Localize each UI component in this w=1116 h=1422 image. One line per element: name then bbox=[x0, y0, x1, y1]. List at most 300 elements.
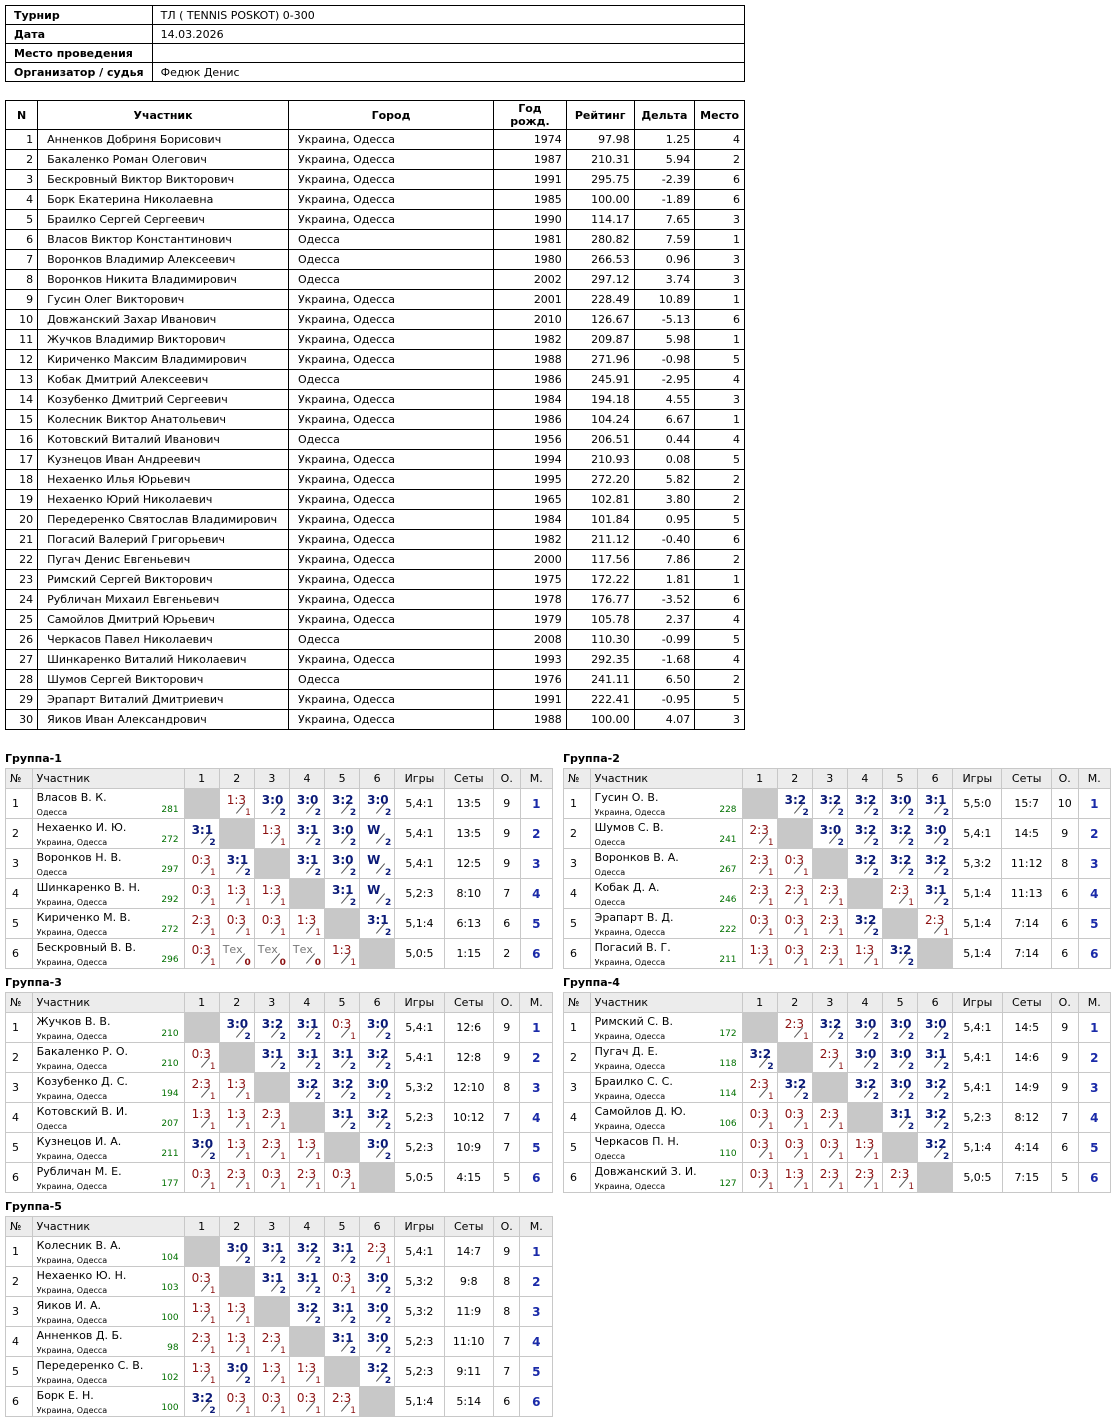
match-points: 1 bbox=[767, 898, 774, 908]
self-match-cell bbox=[325, 909, 360, 939]
match-score: 2:3 bbox=[191, 1331, 211, 1345]
player-place: 5 bbox=[695, 510, 745, 530]
match-score: 3:2 bbox=[889, 853, 912, 867]
player-name: Кириченко Максим Владимирович bbox=[38, 350, 289, 370]
participant-city: Украина, Одесса bbox=[36, 1092, 108, 1101]
group-row-number: 4 bbox=[6, 879, 33, 909]
group-header-cell: М. bbox=[520, 1217, 553, 1237]
match-points: 2 bbox=[767, 1062, 774, 1072]
match-score: 3:0 bbox=[367, 1331, 389, 1345]
group-participant bbox=[590, 819, 742, 849]
match-score-cell bbox=[812, 789, 847, 819]
match-score: 3:0 bbox=[367, 793, 389, 807]
match-score: Тех bbox=[257, 943, 278, 956]
match-score-cell bbox=[254, 1103, 289, 1133]
group-place: 4 bbox=[1078, 1103, 1110, 1133]
match-score: 0:3 bbox=[261, 1391, 282, 1405]
player-number: 9 bbox=[6, 290, 38, 310]
table-row bbox=[6, 690, 745, 710]
match-score-cell bbox=[184, 1133, 219, 1163]
player-city: Одесса bbox=[288, 430, 493, 450]
group-games: 5,0:5 bbox=[395, 939, 444, 969]
match-points: 2 bbox=[907, 958, 915, 968]
match-points: 2 bbox=[384, 1092, 392, 1102]
player-number: 23 bbox=[6, 570, 38, 590]
player-place: 3 bbox=[695, 710, 745, 730]
match-score-cell bbox=[324, 1103, 359, 1133]
player-delta: 3.74 bbox=[634, 270, 695, 290]
player-birth-year: 1995 bbox=[494, 470, 567, 490]
player-city: Украина, Одесса bbox=[288, 310, 493, 330]
player-delta: 5.94 bbox=[634, 150, 695, 170]
match-score-cell bbox=[812, 1133, 847, 1163]
participant-rating: 118 bbox=[719, 1059, 737, 1069]
info-value: ТЛ ( TENNIS POSKOT) 0-300 bbox=[152, 6, 744, 25]
match-score-cell bbox=[360, 1073, 395, 1103]
table-row bbox=[6, 130, 745, 150]
self-match-cell bbox=[918, 1163, 953, 1193]
table-row bbox=[6, 1043, 553, 1073]
match-score: 3:2 bbox=[889, 823, 912, 837]
group-table-body bbox=[564, 789, 1111, 969]
group-header-cell: 6 bbox=[918, 769, 953, 789]
group-sets: 4:14 bbox=[1002, 1133, 1051, 1163]
group-header-cell: Игры bbox=[953, 769, 1002, 789]
group-place: 4 bbox=[520, 879, 552, 909]
match-score-cell bbox=[219, 1073, 254, 1103]
players-header-row bbox=[6, 101, 745, 130]
match-score-cell bbox=[289, 1013, 324, 1043]
match-score-cell bbox=[883, 1103, 918, 1133]
info-label: Турнир bbox=[6, 6, 153, 25]
match-score-cell bbox=[847, 1133, 882, 1163]
match-score: 2:3 bbox=[819, 943, 840, 957]
match-score: 2:3 bbox=[261, 1107, 282, 1121]
group-place: 6 bbox=[1078, 1163, 1110, 1193]
participant-name: Нехаенко Ю. Н. bbox=[36, 1269, 127, 1282]
table-row bbox=[564, 1013, 1111, 1043]
group-sets: 7:14 bbox=[1002, 939, 1051, 969]
player-city: Украина, Одесса bbox=[288, 390, 493, 410]
match-score: 3:0 bbox=[367, 1271, 389, 1285]
player-birth-year: 1976 bbox=[494, 670, 567, 690]
match-points: 2 bbox=[907, 838, 915, 848]
player-rating: 102.81 bbox=[566, 490, 634, 510]
match-points: 1 bbox=[838, 898, 844, 908]
group-participant bbox=[32, 909, 184, 939]
match-score: 1:3 bbox=[226, 793, 246, 807]
info-value bbox=[152, 44, 744, 63]
match-score: 1:3 bbox=[332, 943, 352, 957]
match-score: 3:0 bbox=[226, 1241, 249, 1255]
match-score-cell bbox=[360, 1297, 395, 1327]
match-points: 2 bbox=[279, 1286, 286, 1296]
match-points: 1 bbox=[245, 1182, 251, 1192]
participant-name: Бескровный В. В. bbox=[36, 941, 136, 954]
match-score: 0:3 bbox=[191, 943, 211, 957]
player-place: 2 bbox=[695, 670, 745, 690]
player-city: Украина, Одесса bbox=[288, 510, 493, 530]
group-place: 2 bbox=[520, 1267, 553, 1297]
group-place: 2 bbox=[520, 1043, 553, 1073]
match-score-cell bbox=[847, 939, 882, 969]
group-participant bbox=[32, 1237, 184, 1267]
match-score: 1:3 bbox=[854, 1137, 875, 1151]
group-sets: 1:15 bbox=[444, 939, 493, 969]
match-score: 1:3 bbox=[261, 1361, 282, 1375]
player-number: 10 bbox=[6, 310, 38, 330]
match-score-cell bbox=[184, 1163, 219, 1193]
group-table-body bbox=[6, 789, 553, 969]
match-score-cell bbox=[289, 1073, 324, 1103]
player-city: Одесса bbox=[288, 630, 493, 650]
match-points: 2 bbox=[384, 808, 392, 818]
participant-city: Украина, Одесса bbox=[36, 1346, 108, 1355]
group-games: 5,1:4 bbox=[953, 879, 1002, 909]
match-points: 2 bbox=[872, 808, 879, 818]
participant-name: Рубличан М. Е. bbox=[36, 1165, 122, 1178]
match-score: 3:2 bbox=[889, 943, 912, 957]
match-score-cell bbox=[184, 849, 219, 879]
participant-city: Украина, Одесса bbox=[36, 1286, 108, 1295]
group-games: 5,0:5 bbox=[953, 1163, 1002, 1193]
group-points: 7 bbox=[1051, 1103, 1078, 1133]
group-title: Группа-1 bbox=[5, 752, 62, 765]
player-name: Воронков Никита Владимирович bbox=[38, 270, 289, 290]
participant-rating: 110 bbox=[719, 1149, 737, 1159]
group-place: 2 bbox=[1078, 819, 1110, 849]
match-points: 1 bbox=[350, 958, 357, 968]
table-row bbox=[6, 290, 745, 310]
match-score: 3:2 bbox=[854, 1077, 877, 1091]
match-score: 0:3 bbox=[191, 883, 211, 897]
match-score: 2:3 bbox=[331, 1391, 352, 1405]
table-row bbox=[6, 1163, 553, 1193]
group-points: 9 bbox=[493, 1013, 520, 1043]
match-score: 3:0 bbox=[854, 1017, 877, 1031]
match-score-cell bbox=[360, 1043, 395, 1073]
player-delta: -0.98 bbox=[634, 350, 695, 370]
info-row bbox=[6, 25, 745, 44]
match-points: 1 bbox=[245, 808, 251, 818]
participant-name: Бакаленко Р. О. bbox=[36, 1045, 128, 1058]
group-table-head bbox=[6, 1217, 553, 1237]
match-score: 0:3 bbox=[784, 943, 804, 957]
player-rating: 228.49 bbox=[566, 290, 634, 310]
match-score: 1:3 bbox=[226, 1301, 246, 1315]
match-score: 3:2 bbox=[925, 1077, 947, 1091]
match-points: 1 bbox=[209, 1316, 216, 1326]
participant-rating: 241 bbox=[719, 835, 737, 845]
match-points: 1 bbox=[209, 1346, 216, 1356]
match-score: 1:3 bbox=[854, 943, 875, 957]
group-sets: 14:5 bbox=[1002, 1013, 1051, 1043]
participant-rating: 228 bbox=[719, 805, 737, 815]
match-score: 3:1 bbox=[331, 1241, 354, 1255]
match-points: 1 bbox=[280, 1406, 286, 1416]
player-birth-year: 2000 bbox=[494, 550, 567, 570]
self-match-cell bbox=[289, 1327, 324, 1357]
player-place: 1 bbox=[695, 410, 745, 430]
group-place: 5 bbox=[1078, 909, 1110, 939]
match-score: 3:2 bbox=[854, 913, 877, 927]
player-rating: 172.22 bbox=[566, 570, 634, 590]
participant-city: Украина, Одесса bbox=[36, 898, 108, 907]
group-participant bbox=[32, 1297, 184, 1327]
match-score-cell bbox=[254, 939, 289, 969]
group-header-cell: О. bbox=[1051, 769, 1078, 789]
participant-name: Шинкаренко В. Н. bbox=[36, 881, 141, 894]
match-score-cell bbox=[360, 1013, 395, 1043]
match-score: 0:3 bbox=[191, 853, 211, 867]
match-points: 2 bbox=[314, 1062, 321, 1072]
participant-city: Украина, Одесса bbox=[36, 1256, 108, 1265]
group-2 bbox=[563, 749, 1111, 969]
match-points: 1 bbox=[280, 928, 286, 938]
match-score-cell bbox=[254, 1327, 289, 1357]
group-sets: 7:14 bbox=[1002, 909, 1051, 939]
player-delta: 3.80 bbox=[634, 490, 695, 510]
match-score-cell bbox=[812, 879, 847, 909]
match-score: 3:0 bbox=[367, 1301, 389, 1315]
group-points: 6 bbox=[1051, 1133, 1078, 1163]
group-participant bbox=[32, 1073, 184, 1103]
participant-city: Одесса bbox=[594, 1152, 626, 1161]
player-number: 7 bbox=[6, 250, 38, 270]
player-place: 1 bbox=[695, 330, 745, 350]
self-match-cell bbox=[847, 1103, 882, 1133]
group-games: 5,4:1 bbox=[395, 1237, 444, 1267]
match-score-cell bbox=[883, 1013, 918, 1043]
group-table-body bbox=[6, 1013, 553, 1193]
match-points: 2 bbox=[907, 1122, 915, 1132]
player-city: Украина, Одесса bbox=[288, 470, 493, 490]
match-score: 3:1 bbox=[331, 1047, 354, 1061]
group-header-cell: 4 bbox=[289, 993, 324, 1013]
group-games: 5,3:2 bbox=[395, 1073, 444, 1103]
group-participant bbox=[590, 1073, 742, 1103]
group-points: 6 bbox=[1051, 939, 1078, 969]
self-match-cell bbox=[360, 1163, 395, 1193]
group-header-cell: О. bbox=[1051, 993, 1078, 1013]
player-delta: 5.82 bbox=[634, 470, 695, 490]
match-points: 2 bbox=[314, 1092, 321, 1102]
group-header-cell: 3 bbox=[254, 993, 289, 1013]
player-birth-year: 1988 bbox=[494, 350, 567, 370]
group-participant bbox=[590, 1043, 742, 1073]
match-score-cell bbox=[360, 1103, 395, 1133]
table-row bbox=[6, 490, 745, 510]
match-score: 2:3 bbox=[191, 1077, 211, 1091]
participant-city: Украина, Одесса bbox=[36, 1032, 108, 1041]
players-header-cell: Дельта bbox=[634, 101, 695, 130]
match-score: 0:3 bbox=[749, 1167, 769, 1181]
group-row-number: 6 bbox=[564, 939, 591, 969]
info-value: Федюк Денис bbox=[152, 63, 744, 82]
group-header-cell: Сеты bbox=[444, 1217, 493, 1237]
match-score-cell bbox=[812, 1043, 847, 1073]
table-row bbox=[564, 819, 1111, 849]
match-score: 2:3 bbox=[819, 1107, 840, 1121]
player-place: 3 bbox=[695, 210, 745, 230]
match-points: 2 bbox=[837, 838, 844, 848]
match-points: 2 bbox=[384, 838, 392, 848]
group-games: 5,3:2 bbox=[953, 849, 1002, 879]
group-header-cell: 3 bbox=[812, 993, 847, 1013]
match-score: 0:3 bbox=[226, 913, 246, 927]
player-delta: -3.52 bbox=[634, 590, 695, 610]
player-place: 4 bbox=[695, 610, 745, 630]
match-score: 2:3 bbox=[925, 913, 945, 927]
player-number: 15 bbox=[6, 410, 38, 430]
participant-name: Черкасов П. Н. bbox=[594, 1135, 680, 1148]
table-row bbox=[6, 909, 553, 939]
player-delta: 0.95 bbox=[634, 510, 695, 530]
participant-city: Одесса bbox=[36, 808, 68, 817]
match-score-cell bbox=[254, 1237, 289, 1267]
match-score-cell bbox=[918, 879, 953, 909]
participant-name: Воронков Н. В. bbox=[36, 851, 122, 864]
group-participant bbox=[32, 789, 184, 819]
player-number: 1 bbox=[6, 130, 38, 150]
player-number: 22 bbox=[6, 550, 38, 570]
participant-rating: 211 bbox=[161, 1149, 179, 1159]
match-score-cell bbox=[289, 1237, 324, 1267]
match-points: 1 bbox=[245, 1092, 251, 1102]
participant-city: Одесса bbox=[594, 898, 626, 907]
match-points: 1 bbox=[315, 1406, 321, 1416]
match-points: 2 bbox=[349, 838, 357, 848]
match-score-cell bbox=[254, 1043, 289, 1073]
player-number: 24 bbox=[6, 590, 38, 610]
group-sets: 7:15 bbox=[1002, 1163, 1051, 1193]
group-games: 5,4:1 bbox=[395, 1013, 444, 1043]
match-score: 3:2 bbox=[296, 1077, 319, 1091]
group-points: 8 bbox=[493, 1267, 520, 1297]
group-place: 4 bbox=[1078, 879, 1110, 909]
player-birth-year: 1994 bbox=[494, 450, 567, 470]
info-label: Дата bbox=[6, 25, 153, 44]
table-row bbox=[564, 879, 1111, 909]
match-score-cell bbox=[360, 1237, 395, 1267]
group-participant bbox=[590, 909, 742, 939]
player-delta: 6.67 bbox=[634, 410, 695, 430]
group-place: 6 bbox=[520, 939, 552, 969]
player-number: 21 bbox=[6, 530, 38, 550]
table-row bbox=[6, 170, 745, 190]
participant-name: Довжанский З. И. bbox=[594, 1165, 697, 1178]
group-header-cell: Игры bbox=[395, 1217, 444, 1237]
match-score: 1:3 bbox=[191, 1361, 211, 1375]
match-score: 2:3 bbox=[819, 1047, 840, 1061]
participant-city: Украина, Одесса bbox=[36, 838, 108, 847]
match-score: 3:2 bbox=[784, 1077, 807, 1091]
self-match-cell bbox=[883, 1133, 918, 1163]
group-place: 2 bbox=[1078, 1043, 1110, 1073]
group-header-row bbox=[564, 993, 1111, 1013]
self-match-cell bbox=[219, 1267, 254, 1297]
player-name: Передеренко Святослав Владимирович bbox=[38, 510, 289, 530]
match-score: 3:2 bbox=[367, 1107, 389, 1121]
match-score-cell bbox=[882, 819, 917, 849]
group-games: 5,1:4 bbox=[953, 1133, 1002, 1163]
group-points: 5 bbox=[1051, 1163, 1078, 1193]
player-delta: 10.89 bbox=[634, 290, 695, 310]
player-city: Украина, Одесса bbox=[288, 190, 493, 210]
match-score: 2:3 bbox=[296, 1167, 317, 1181]
group-participant bbox=[32, 879, 184, 909]
group-sets: 12:10 bbox=[444, 1073, 493, 1103]
match-points: 2 bbox=[384, 928, 392, 938]
participant-name: Кириченко М. В. bbox=[36, 911, 131, 924]
group-header-cell: Игры bbox=[953, 993, 1002, 1013]
self-match-cell bbox=[324, 1357, 359, 1387]
match-score: 3:2 bbox=[332, 793, 354, 807]
match-points: 1 bbox=[803, 1182, 809, 1192]
group-games: 5,2:3 bbox=[395, 1357, 444, 1387]
match-points: 2 bbox=[244, 1376, 251, 1386]
group-sets: 11:13 bbox=[1002, 879, 1051, 909]
group-header-cell: 5 bbox=[325, 769, 360, 789]
participant-city: Одесса bbox=[594, 838, 626, 847]
group-table bbox=[5, 992, 553, 1193]
player-name: Власов Виктор Константинович bbox=[38, 230, 289, 250]
table-row bbox=[6, 710, 745, 730]
player-number: 25 bbox=[6, 610, 38, 630]
player-rating: 101.84 bbox=[566, 510, 634, 530]
group-participant bbox=[590, 879, 742, 909]
group-header-cell: Сеты bbox=[1002, 993, 1051, 1013]
group-games: 5,1:4 bbox=[953, 939, 1002, 969]
match-score-cell bbox=[219, 879, 254, 909]
match-score: 0:3 bbox=[191, 1047, 211, 1061]
match-points: 2 bbox=[384, 1286, 392, 1296]
player-birth-year: 1986 bbox=[494, 370, 567, 390]
player-city: Украина, Одесса bbox=[288, 210, 493, 230]
match-score: 3:0 bbox=[819, 823, 842, 837]
player-birth-year: 1990 bbox=[494, 210, 567, 230]
group-participant bbox=[590, 939, 742, 969]
group-row-number: 3 bbox=[564, 849, 591, 879]
player-name: Довжанский Захар Иванович bbox=[38, 310, 289, 330]
match-score: 3:2 bbox=[331, 1077, 354, 1091]
match-score-cell bbox=[777, 909, 812, 939]
match-score: 1:3 bbox=[226, 883, 246, 897]
group-title: Группа-2 bbox=[563, 752, 620, 765]
group-points: 5 bbox=[493, 1163, 520, 1193]
match-score-cell bbox=[254, 1163, 289, 1193]
match-points: 2 bbox=[942, 1152, 950, 1162]
match-points: 2 bbox=[314, 1256, 321, 1266]
match-points: 1 bbox=[803, 1152, 809, 1162]
group-header-cell: 3 bbox=[254, 769, 289, 789]
match-score: 3:0 bbox=[261, 793, 284, 807]
group-header-row bbox=[6, 769, 553, 789]
match-score-cell bbox=[289, 1267, 324, 1297]
match-score: 2:3 bbox=[854, 1167, 875, 1181]
player-place: 3 bbox=[695, 270, 745, 290]
player-city: Украина, Одесса bbox=[288, 410, 493, 430]
group-place: 1 bbox=[1078, 789, 1110, 819]
participant-name: Браилко С. С. bbox=[594, 1075, 673, 1088]
group-row-number: 2 bbox=[564, 1043, 591, 1073]
match-points: 2 bbox=[872, 928, 879, 938]
self-match-cell bbox=[360, 1387, 395, 1417]
table-row bbox=[6, 1103, 553, 1133]
group-participant bbox=[32, 939, 184, 969]
player-city: Одесса bbox=[288, 670, 493, 690]
group-sets: 5:14 bbox=[444, 1387, 493, 1417]
